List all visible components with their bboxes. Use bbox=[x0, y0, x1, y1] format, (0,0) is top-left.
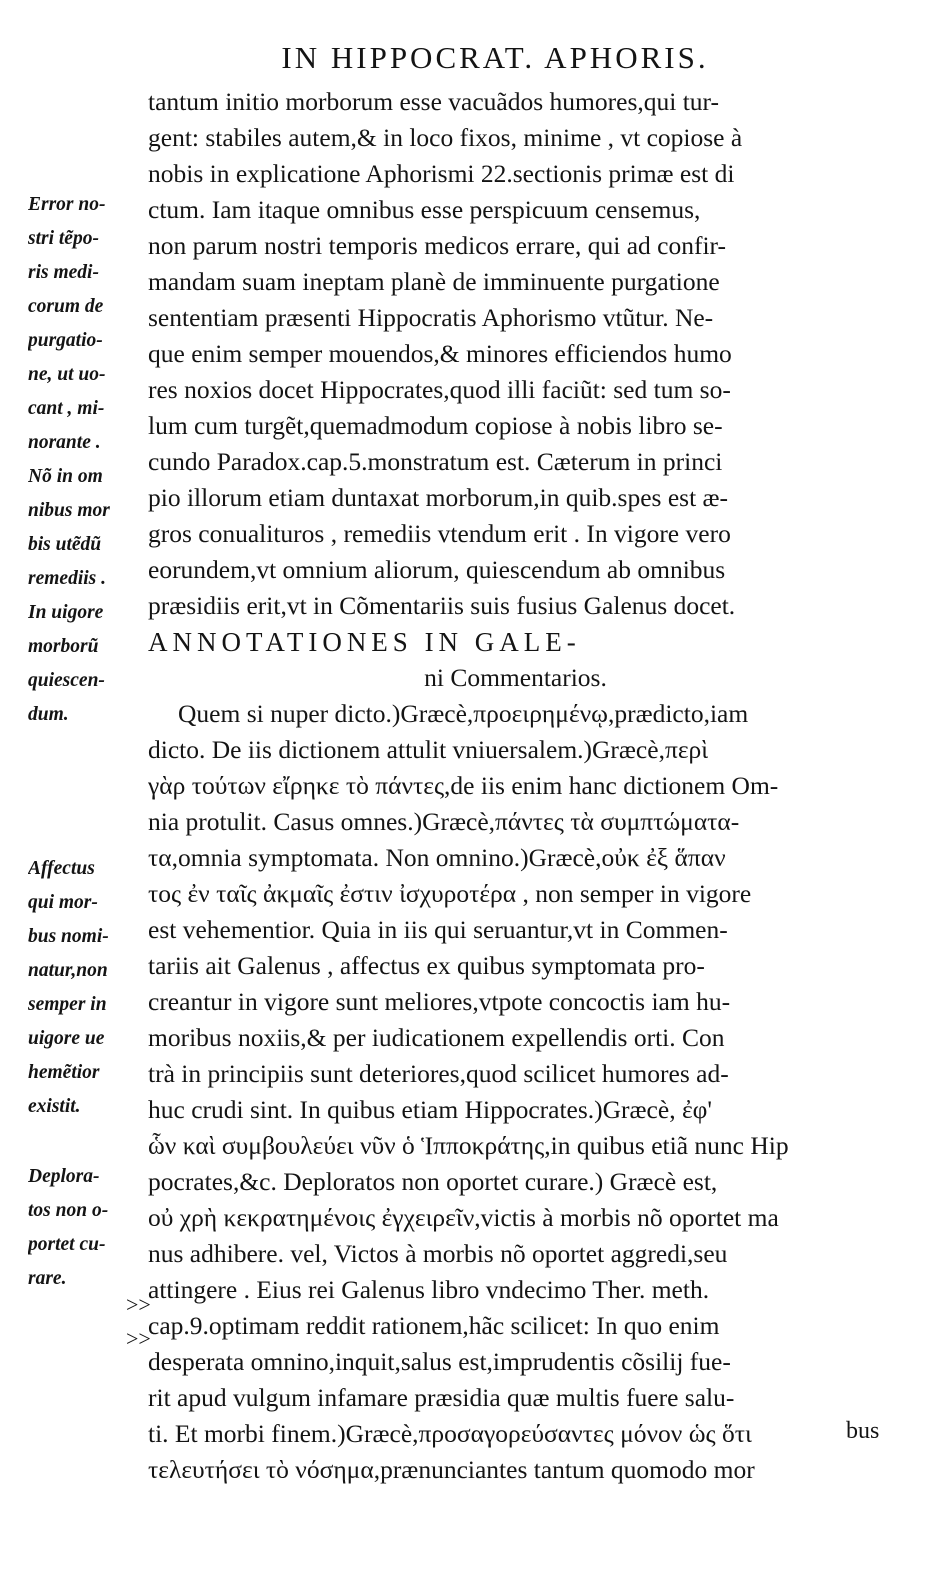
text-line: ctum. Iam itaque omnibus esse perspicuum censemus, bbox=[148, 195, 701, 224]
marginal-note-line: natur,non bbox=[28, 960, 108, 981]
text-line: lum cum turgẽt,quemadmodum copiose à nobis libro se- bbox=[148, 411, 723, 440]
marginal-note-line: corum de bbox=[28, 296, 104, 317]
marginal-note-line: In uigore bbox=[28, 602, 104, 623]
marginal-note bbox=[28, 852, 152, 1124]
text-line: nobis in explicatione Aphorismi 22.sectionis primæ est di bbox=[148, 159, 735, 188]
text-line: dicto. De iis dictionem attulit vniuersalem.)Græcè,περὶ bbox=[148, 735, 709, 764]
text-line: nus adhibere. vel, Victos à morbis nõ oportet aggredi,seu bbox=[148, 1239, 728, 1268]
marginal-note-line: rare. bbox=[28, 1268, 67, 1289]
marginal-note-line: existit. bbox=[28, 1096, 81, 1117]
text-line: præsidiis erit,vt in Cõmentariis suis fusius Galenus docet. bbox=[148, 591, 736, 620]
body-text bbox=[148, 84, 883, 1488]
marginal-note-line: ris medi- bbox=[28, 262, 99, 283]
marginal-note bbox=[28, 1160, 152, 1296]
marginal-note-line: bus nomi- bbox=[28, 926, 109, 947]
marginal-note-line: dum. bbox=[28, 704, 69, 725]
text-line: res noxios docet Hippocrates,quod illi faciũt: sed tum so- bbox=[148, 375, 731, 404]
catchword: bus bbox=[846, 1418, 880, 1444]
text-line: rit apud vulgum infamare præsidia quæ multis fuere salu- bbox=[148, 1383, 735, 1412]
marginal-note-line: Deplora- bbox=[28, 1166, 100, 1187]
text-line: pio illorum etiam duntaxat morborum,in quib.spes est æ- bbox=[148, 483, 729, 512]
text-line: τελευτήσει τὸ νόσημα,prænunciantes tantum quomodo mor bbox=[148, 1455, 755, 1484]
marginal-note-line: quiescen- bbox=[28, 670, 105, 691]
marginal-note-line: remediis . bbox=[28, 568, 106, 589]
marginal-note-line: uigore ue bbox=[28, 1028, 105, 1049]
marginal-note-line: semper in bbox=[28, 994, 107, 1015]
marginal-note-line: hemẽtior bbox=[28, 1062, 100, 1083]
running-head: IN HIPPOCRAT. APHORIS. bbox=[281, 40, 709, 75]
text-line: que enim semper mouendos,& minores efficiendos humo bbox=[148, 339, 732, 368]
marginal-note-line: Nõ in om bbox=[28, 466, 103, 487]
quotation-mark: >> bbox=[126, 1292, 151, 1317]
text-line: tantum initio morborum esse vacuãdos humores,qui tur- bbox=[148, 87, 720, 116]
text-line: mandam suam ineptam planè de imminuente purgatione bbox=[148, 267, 720, 296]
marginal-note-line: qui mor- bbox=[28, 892, 98, 913]
marginal-note-line: Affectus bbox=[28, 858, 95, 879]
marginal-note-line: bis utẽdũ bbox=[28, 534, 102, 555]
text-line: cap.9.optimam reddit rationem,hãc scilicet: In quo enim bbox=[148, 1311, 720, 1340]
marginal-note-line: Error no- bbox=[28, 194, 106, 215]
text-line: οὐ χρὴ κεκρατημένοις ἐγχειρεῖν,victis à morbis nõ oportet ma bbox=[148, 1203, 779, 1232]
marginal-note-line: ne, ut uo- bbox=[28, 364, 106, 385]
marginal-note bbox=[28, 188, 152, 732]
text-line: tariis ait Galenus , affectus ex quibus symptomata pro- bbox=[148, 951, 705, 980]
text-line: trà in principiis sunt deteriores,quod scilicet humores ad- bbox=[148, 1059, 729, 1088]
text-line: Quem si nuper dicto.)Græcè,προειρημένῳ,prædicto,iam bbox=[178, 699, 749, 728]
text-line: attingere . Eius rei Galenus libro vndecimo Ther. meth. bbox=[148, 1275, 710, 1304]
marginal-note-line: portet cu- bbox=[28, 1234, 106, 1255]
marginal-note-line: purgatio- bbox=[28, 330, 103, 351]
text-line: gros conualituros , remediis vtendum erit . In vigore vero bbox=[148, 519, 731, 548]
marginal-note-line: morborũ bbox=[28, 636, 99, 657]
marginal-note-line: tos non o- bbox=[28, 1200, 109, 1221]
text-line: sententiam præsenti Hippocratis Aphorismo vtũtur. Ne- bbox=[148, 303, 714, 332]
text-line: huc crudi sint. In quibus etiam Hippocrates.)Græcè, ἐφ' bbox=[148, 1095, 712, 1124]
text-line: gent: stabiles autem,& in loco fixos, minime , vt copiose à bbox=[148, 123, 743, 152]
text-line: γὰρ τούτων εἴρηκε τὸ πάντες,de iis enim hanc dictionem Om- bbox=[148, 771, 779, 800]
text-line: eorundem,vt omnium aliorum, quiescendum ab omnibus bbox=[148, 555, 726, 584]
text-line: non parum nostri temporis medicos errare, qui ad confir- bbox=[148, 231, 727, 260]
text-line: creantur in vigore sunt meliores,vtpote concoctis iam hu- bbox=[148, 987, 731, 1016]
text-line: moribus noxiis,& per iudicationem expellendis orti. Con bbox=[148, 1023, 725, 1052]
text-line: pocrates,&c. Deploratos non oportet curare.) Græcè est, bbox=[148, 1167, 718, 1196]
text-line: desperata omnino,inquit,salus est,imprudentis cõsilij fue- bbox=[148, 1347, 731, 1376]
text-line: τα,omnia symptomata. Non omnino.)Græcè,οὐκ ἐξ ἅπαν bbox=[148, 843, 726, 872]
quotation-mark: >> bbox=[126, 1326, 151, 1351]
text-line: nia protulit. Casus omnes.)Græcè,πάντες τὰ συμπτώματα- bbox=[148, 807, 740, 836]
marginal-note-line: stri tẽpo- bbox=[28, 228, 99, 249]
marginal-note-line: norante . bbox=[28, 432, 101, 453]
text-line: ti. Et morbi finem.)Græcè,προσαγορεύσαντες μόνον ὡς ὅτι bbox=[148, 1419, 752, 1448]
marginal-note-line: nibus mor bbox=[28, 500, 110, 521]
text-line: ὧν καὶ συμβουλεύει νῦν ὁ Ἱπποκράτης,in quibus etiã nunc Hip bbox=[148, 1131, 789, 1160]
section-heading: ANNOTATIONES IN GALE- bbox=[148, 627, 581, 657]
marginal-note-line: cant , mi- bbox=[28, 398, 105, 419]
text-line: cundo Paradox.cap.5.monstratum est. Cæterum in princi bbox=[148, 447, 723, 476]
text-line: est vehementior. Quia in iis qui seruantur,vt in Commen- bbox=[148, 915, 728, 944]
text-line: ni Commentarios. bbox=[424, 663, 607, 692]
text-line: τος ἐν ταῖς ἀκμαῖς ἐστιν ἰσχυροτέρα , non semper in vigore bbox=[148, 879, 752, 908]
